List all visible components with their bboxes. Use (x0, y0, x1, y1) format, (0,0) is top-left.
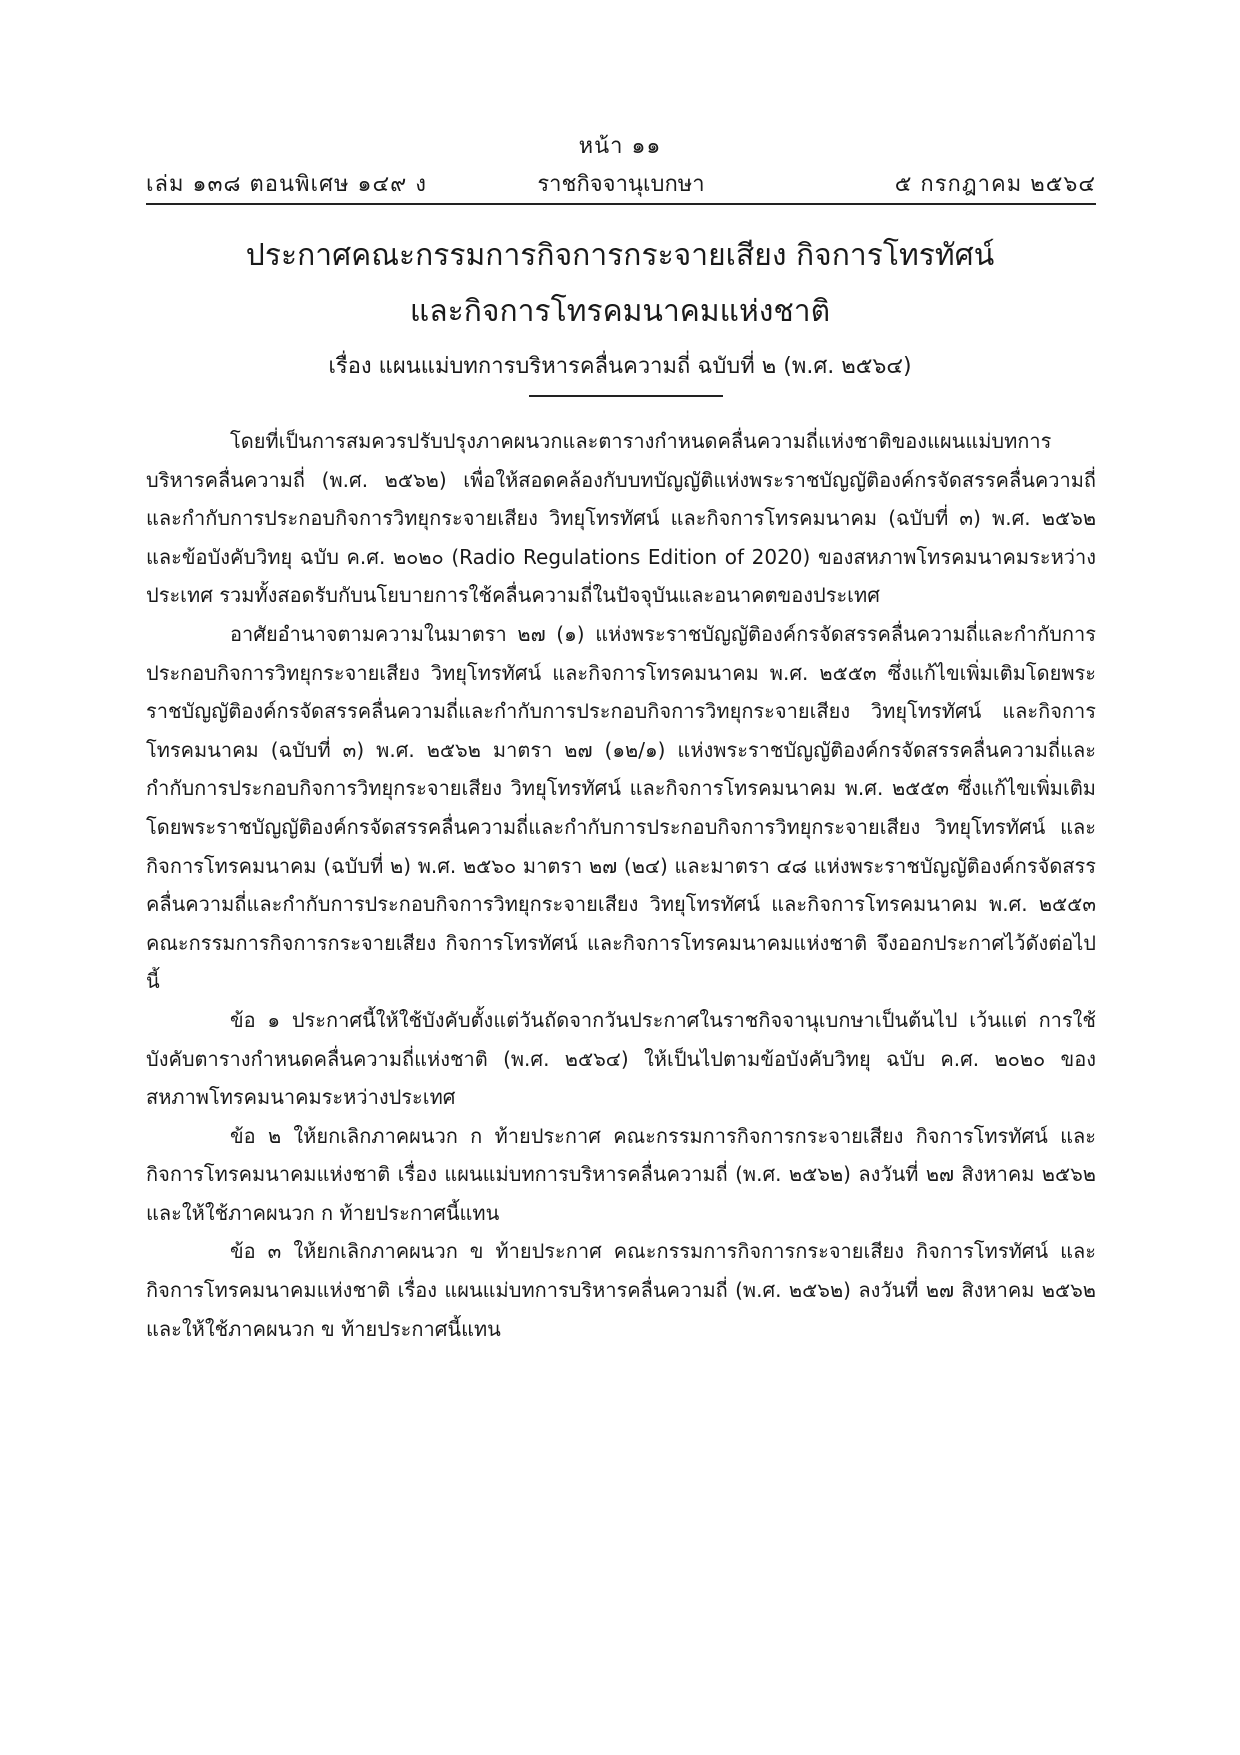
header-publication: ราชกิจจานุเบกษา (537, 172, 705, 197)
header-date: ๕ กรกฎาคม ๒๕๖๔ (894, 172, 1096, 197)
gazette-header (146, 166, 1096, 198)
header-volume: เล่ม ๑๓๘ ตอนพิเศษ ๑๔๙ ง (146, 172, 427, 197)
document-title-line-1: ประกาศคณะกรรมการกิจการกระจายเสียง กิจการโทรทัศน์ (245, 238, 995, 273)
paragraph-preamble: โดยที่เป็นการสมควรปรับปรุงภาคผนวกและตารางกำหนดคลื่นความถี่แห่งชาติของแผนแม่บทการบริหารคลื่นความถี่ (พ.ศ. ๒๕๖๒) เพื่อให้สอดคล้องกับบทบัญญัติแห่งพระราชบัญญัติองค์กรจัดสรรคลื่นความถี่และกำกับการประกอบกิจการวิทยุกระจายเสียง วิทยุโทรทัศน์ และกิจการโทรคมนาคม (ฉบับที่ ๓) พ.ศ. ๒๕๖๒ และข้อบังคับวิทยุ ฉบับ ค.ศ. ๒๐๒๐ (Radio Regulations Edition of 2020) ของสหภาพโทรคมนาคมระหว่างประเทศ รวมทั้งสอดรับกับนโยบายการใช้คลื่นความถี่ในปัจจุบันและอนาคตของประเทศ (146, 429, 1096, 608)
document-body (146, 422, 1096, 1348)
header-divider (146, 203, 1096, 205)
paragraph-clause-2: ข้อ ๒ ให้ยกเลิกภาคผนวก ก ท้ายประกาศ คณะกรรมการกิจการกระจายเสียง กิจการโทรทัศน์ และกิจการโทรคมนาคมแห่งชาติ เรื่อง แผนแม่บทการบริหารคลื่นความถี่ (พ.ศ. ๒๕๖๒) ลงวันที่ ๒๗ สิงหาคม ๒๕๖๒ และให้ใช้ภาคผนวก ก ท้ายประกาศนี้แทน (146, 1123, 1096, 1225)
paragraph-clause-3: ข้อ ๓ ให้ยกเลิกภาคผนวก ข ท้ายประกาศ คณะกรรมการกิจการกระจายเสียง กิจการโทรทัศน์ และกิจการโทรคมนาคมแห่งชาติ เรื่อง แผนแม่บทการบริหารคลื่นความถี่ (พ.ศ. ๒๕๖๒) ลงวันที่ ๒๗ สิงหาคม ๒๕๖๒ และให้ใช้ภาคผนวก ข ท้ายประกาศนี้แทน (146, 1239, 1096, 1341)
page-number: หน้า ๑๑ (578, 134, 662, 159)
title-divider (529, 395, 723, 397)
document-subject: เรื่อง แผนแม่บทการบริหารคลื่นความถี่ ฉบับที่ ๒ (พ.ศ. ๒๕๖๔) (328, 354, 912, 379)
paragraph-clause-1: ข้อ ๑ ประกาศนี้ให้ใช้บังคับตั้งแต่วันถัดจากวันประกาศในราชกิจจานุเบกษาเป็นต้นไป เว้นแต่ การใช้บังคับตารางกำหนดคลื่นความถี่แห่งชาติ (พ.ศ. ๒๕๖๔) ให้เป็นไปตามข้อบังคับวิทยุ ฉบับ ค.ศ. ๒๐๒๐ ของสหภาพโทรคมนาคมระหว่างประเทศ (146, 1007, 1096, 1110)
paragraph-authority: อาศัยอำนาจตามความในมาตรา ๒๗ (๑) แห่งพระราชบัญญัติองค์กรจัดสรรคลื่นความถี่และกำกับการประกอบกิจการวิทยุกระจายเสียง วิทยุโทรทัศน์ และกิจการโทรคมนาคม พ.ศ. ๒๕๕๓ ซึ่งแก้ไขเพิ่มเติมโดยพระราชบัญญัติองค์กรจัดสรรคลื่นความถี่และกำกับการประกอบกิจการวิทยุกระจายเสียง วิทยุโทรทัศน์ และกิจการโทรคมนาคม (ฉบับที่ ๓) พ.ศ. ๒๕๖๒ มาตรา ๒๗ (๑๒/๑) แห่งพระราชบัญญัติองค์กรจัดสรรคลื่นความถี่และกำกับการประกอบกิจการวิทยุกระจายเสียง วิทยุโทรทัศน์ และกิจการโทรคมนาคม พ.ศ. ๒๕๕๓ ซึ่งแก้ไขเพิ่มเติมโดยพระราชบัญญัติองค์กรจัดสรรคลื่นความถี่และกำกับการประกอบกิจการวิทยุกระจายเสียง วิทยุโทรทัศน์ และกิจการโทรคมนาคม (ฉบับที่ ๒) พ.ศ. ๒๕๖๐ มาตรา ๒๗ (๒๔) และมาตรา ๔๘ แห่งพระราชบัญญัติองค์กรจัดสรรคลื่นความถี่และกำกับการประกอบกิจการวิทยุกระจายเสียง วิทยุโทรทัศน์ และกิจการโทรคมนาคม พ.ศ. ๒๕๕๓ คณะกรรมการกิจการกระจายเสียง กิจการโทรทัศน์ และกิจการโทรคมนาคมแห่งชาติ จึงออกประกาศไว้ดังต่อไปนี้ (146, 621, 1096, 994)
document-title-line-2: และกิจการโทรคมนาคมแห่งชาติ (409, 294, 831, 329)
